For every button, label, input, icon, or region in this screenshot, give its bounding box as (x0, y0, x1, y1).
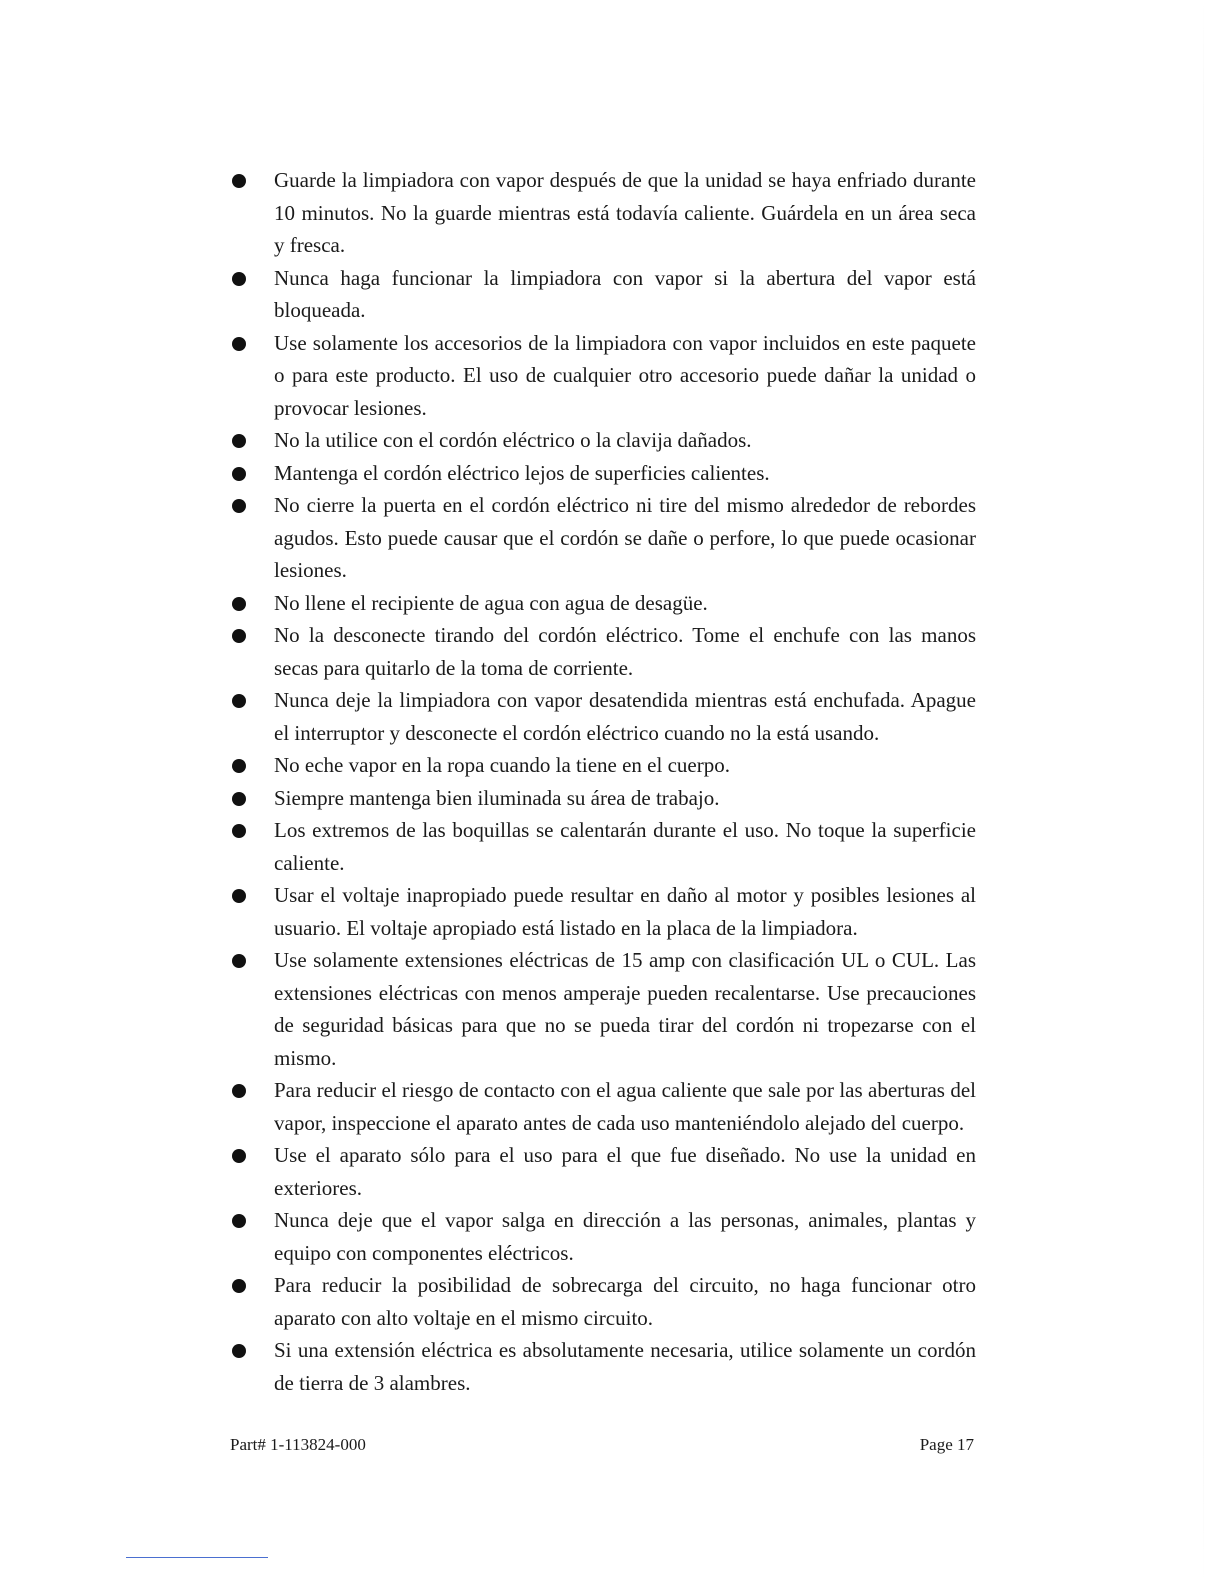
bullet-text: Nunca deje que el vapor salga en dirección a las personas, animales, plantas y equipo con componentes eléctricos. (274, 1208, 976, 1265)
bullet-dot-icon (232, 434, 246, 448)
bullet-item (226, 164, 976, 262)
bullet-item (226, 1334, 976, 1399)
safety-bullet-list (226, 164, 976, 1399)
bullet-text: Para reducir el riesgo de contacto con el agua caliente que sale por las aberturas del vapor, inspeccione el aparato antes de cada uso manteniéndolo alejado del cuerpo. (274, 1078, 976, 1135)
bullet-dot-icon (232, 174, 246, 188)
bullet-item (226, 1074, 976, 1139)
bullet-dot-icon (232, 1149, 246, 1163)
bullet-dot-icon (232, 337, 246, 351)
scan-artifact-line (126, 1557, 268, 1558)
bullet-item (226, 327, 976, 425)
bullet-text: Los extremos de las boquillas se calentarán durante el uso. No toque la superficie caliente. (274, 818, 976, 875)
bullet-item (226, 684, 976, 749)
bullet-item (226, 262, 976, 327)
bullet-dot-icon (232, 1214, 246, 1228)
bullet-text: Para reducir la posibilidad de sobrecarga del circuito, no haga funcionar otro aparato con alto voltaje en el mismo circuito. (274, 1273, 976, 1330)
bullet-dot-icon (232, 759, 246, 773)
bullet-item (226, 879, 976, 944)
bullet-item (226, 1139, 976, 1204)
bullet-text: Mantenga el cordón eléctrico lejos de superficies calientes. (274, 460, 770, 485)
bullet-text: Nunca deje la limpiadora con vapor desatendida mientras está enchufada. Apague el interruptor y desconecte el cordón eléctrico cuando no la está usando. (274, 688, 976, 745)
bullet-text: Use el aparato sólo para el uso para el que fue diseñado. No use la unidad en exteriores. (274, 1143, 976, 1200)
bullet-item (226, 587, 976, 620)
bullet-dot-icon (232, 272, 246, 286)
bullet-text: No eche vapor en la ropa cuando la tiene en el cuerpo. (274, 753, 730, 777)
bullet-text: No la desconecte tirando del cordón eléctrico. Tome el enchufe con las manos secas para quitarlo de la toma de corriente. (274, 623, 976, 680)
bullet-text: Si una extensión eléctrica es absolutamente necesaria, utilice solamente un cordón de tierra de 3 alambres. (274, 1338, 976, 1395)
bullet-text: Usar el voltaje inapropiado puede resultar en daño al motor y posibles lesiones al usuario. El voltaje apropiado está listado en la placa de la limpiadora. (274, 883, 976, 940)
bullet-dot-icon (232, 597, 246, 611)
bullet-dot-icon (232, 629, 246, 643)
bullet-item (226, 749, 976, 782)
bullet-dot-icon (232, 792, 246, 806)
bullet-text: Siempre mantenga bien iluminada su área de trabajo. (274, 785, 720, 810)
bullet-item (226, 814, 976, 879)
bullet-text: Nunca haga funcionar la limpiadora con vapor si la abertura del vapor está bloqueada. (274, 265, 976, 322)
bullet-text: No la utilice con el cordón eléctrico o la clavija dañados. (274, 428, 752, 452)
bullet-dot-icon (232, 889, 246, 903)
bullet-dot-icon (232, 694, 246, 708)
bullet-item (226, 489, 976, 587)
bullet-item (226, 1204, 976, 1269)
bullet-dot-icon (232, 954, 246, 968)
scan-edge-mark (1203, 0, 1204, 1584)
bullet-text: Use solamente los accesorios de la limpiadora con vapor incluidos en este paquete o para este producto. El uso de cualquier otro accesorio puede dañar la unidad o provocar lesiones. (274, 330, 976, 420)
bullet-dot-icon (232, 824, 246, 838)
footer-page-number: Page 17 (919, 1435, 974, 1454)
bullet-item (226, 619, 976, 684)
bullet-text: No llene el recipiente de agua con agua de desagüe. (274, 590, 708, 615)
bullet-item (226, 1269, 976, 1334)
bullet-text: No cierre la puerta en el cordón eléctrico ni tire del mismo alrededor de rebordes agudos. Esto puede causar que el cordón se dañe o perfore, lo que puede ocasionar lesiones. (274, 493, 976, 582)
bullet-item (226, 782, 976, 815)
bullet-dot-icon (232, 1084, 246, 1098)
bullet-dot-icon (232, 1279, 246, 1293)
bullet-dot-icon (232, 467, 246, 481)
bullet-dot-icon (232, 1344, 246, 1358)
footer-part-number: Part# 1-113824-000 (230, 1435, 366, 1454)
bullet-text: Guarde la limpiadora con vapor después de que la unidad se haya enfriado durante 10 minutos. No la guarde mientras está todavía caliente. Guárdela en un área seca y fresca. (274, 168, 976, 257)
bullet-item (226, 944, 976, 1074)
bullet-dot-icon (232, 499, 246, 513)
bullet-item (226, 424, 976, 457)
bullet-text: Use solamente extensiones eléctricas de 15 amp con clasificación UL o CUL. Las extensiones eléctricas con menos amperaje pueden recalentarse. Use precauciones de seguridad básicas para que no se pueda tirar del cordón ni tropezarse con el mismo. (274, 948, 976, 1070)
bullet-item (226, 457, 976, 490)
